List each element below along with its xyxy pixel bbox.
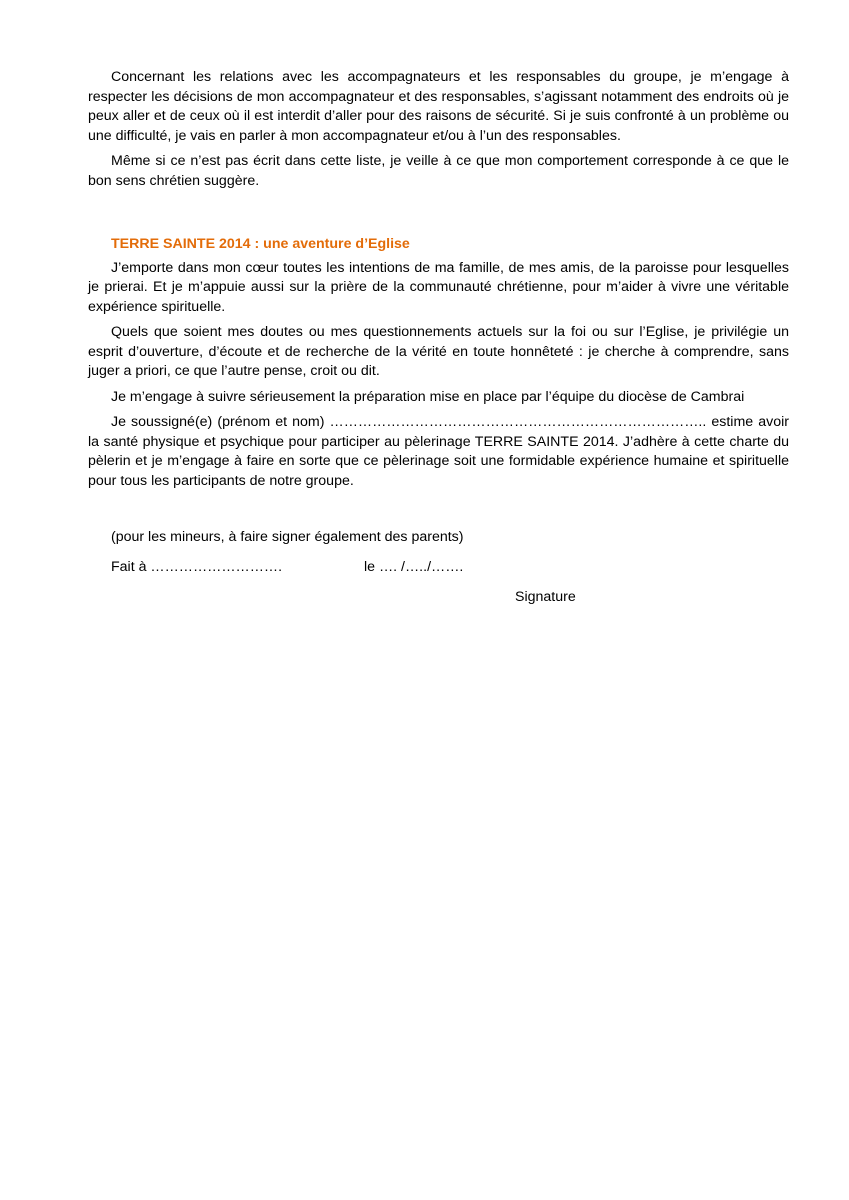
paragraph-preparation: Je m’engage à suivre sérieusement la préparation mise en place par l’équipe du diocèse de Cambrai [111,388,745,405]
document-body [88,68,789,608]
section-heading: TERRE SAINTE 2014 : une aventure d’Eglise [111,236,410,252]
paragraph-relations: Concernant les relations avec les accompagnateurs et les responsables du groupe, je m’engage à respecter les décisions de mon accompagnateur et des responsables, s’agissant notamment des endroits où je peux aller et de ceux où il est interdit d’aller pour des raisons de sécurité. Si je suis confronté à un problème ou une difficulté, je vais en parler à mon accompagnateur et/ou à l’un des responsables. [88,69,789,144]
paragraph-soussigne: Je soussigné(e) (prénom et nom) …………………………………………………………………….. estime avoir la santé physique et psychique pour participer au pèlerinage TERRE SAINTE 2014. J’adhère à cette charte du pèlerin et je m’engage à faire en sorte que ce pèlerinage soit une formidable expérience humaine et spirituelle pour tous les participants de notre groupe. [88,414,789,489]
place-date-line [88,558,789,578]
signature-block [88,588,789,608]
signature-label: Signature [515,588,576,605]
fait-a-field: Fait à ………………………. [111,558,283,575]
date-field: le …. /…../……. [364,558,464,575]
paragraph-intentions: J’emporte dans mon cœur toutes les intentions de ma famille, de mes amis, de la paroisse pour lesquelles je prierai. Et je m’appuie aussi sur la prière de la communauté chrétienne, pour m’aider à vivre une véritable expérience spirituelle. [88,259,789,315]
paragraph-bon-sens: Même si ce n’est pas écrit dans cette liste, je veille à ce que mon comportement corresponde à ce que le bon sens chrétien suggère. [88,153,789,189]
paragraph-ouverture: Quels que soient mes doutes ou mes questionnements actuels sur la foi ou sur l’Eglise, je privilégie un esprit d’ouverture, d’écoute et de recherche de la vérité en toute honnêteté : je cherche à comprendre, sans juger a priori, ce que l’autre pense, croit ou dit. [88,324,789,379]
parents-note: (pour les mineurs, à faire signer également des parents) [111,529,464,545]
